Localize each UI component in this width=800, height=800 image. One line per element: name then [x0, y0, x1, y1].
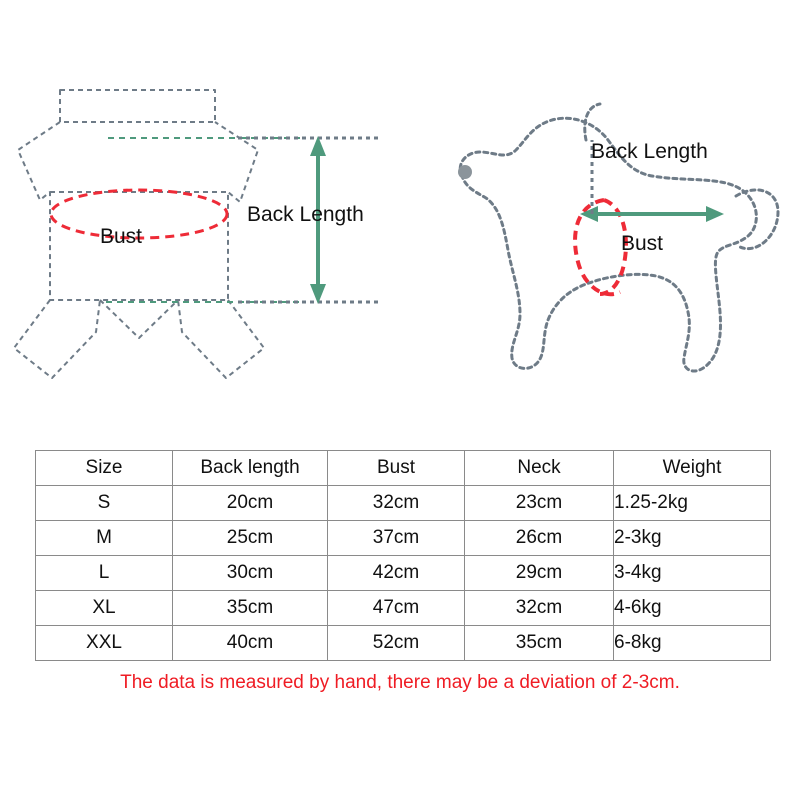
back-length-arrow-right	[580, 206, 724, 222]
cell-size: XL	[36, 591, 173, 626]
cell-bust: 52cm	[328, 626, 465, 661]
cell-size: XXL	[36, 626, 173, 661]
header-size: Size	[36, 451, 173, 486]
cell-weight: 4-6kg	[614, 591, 771, 626]
cell-size: M	[36, 521, 173, 556]
table-row	[36, 486, 771, 521]
cell-bust: 42cm	[328, 556, 465, 591]
cell-neck: 32cm	[465, 591, 614, 626]
cell-weight: 6-8kg	[614, 626, 771, 661]
back-length-label-left: Back Length	[247, 203, 364, 226]
cell-size: S	[36, 486, 173, 521]
bust-label-right: Bust	[621, 232, 664, 255]
cell-size: L	[36, 556, 173, 591]
cell-weight: 3-4kg	[614, 556, 771, 591]
header-weight: Weight	[614, 451, 771, 486]
header-bust: Bust	[328, 451, 465, 486]
cell-bust: 37cm	[328, 521, 465, 556]
table-row	[36, 626, 771, 661]
cell-neck: 26cm	[465, 521, 614, 556]
size-table	[35, 450, 771, 661]
cell-neck: 35cm	[465, 626, 614, 661]
bust-label-left: Bust	[100, 225, 143, 248]
cell-back-length: 35cm	[173, 591, 328, 626]
cell-neck: 23cm	[465, 486, 614, 521]
cell-neck: 29cm	[465, 556, 614, 591]
cell-back-length: 25cm	[173, 521, 328, 556]
cell-back-length: 40cm	[173, 626, 328, 661]
table-row	[36, 591, 771, 626]
back-length-label-right: Back Length	[591, 140, 708, 163]
cell-back-length: 30cm	[173, 556, 328, 591]
cell-bust: 32cm	[328, 486, 465, 521]
measurement-disclaimer: The data is measured by hand, there may be a deviation of 2-3cm.	[120, 672, 680, 693]
cell-bust: 47cm	[328, 591, 465, 626]
table-row	[36, 521, 771, 556]
cell-weight: 1.25-2kg	[614, 486, 771, 521]
dog-nose-icon	[458, 165, 472, 179]
cell-weight: 2-3kg	[614, 521, 771, 556]
size-table-wrap	[35, 450, 765, 661]
table-row	[36, 556, 771, 591]
header-neck: Neck	[465, 451, 614, 486]
table-header-row	[36, 451, 771, 486]
cell-back-length: 20cm	[173, 486, 328, 521]
header-back-length: Back length	[173, 451, 328, 486]
